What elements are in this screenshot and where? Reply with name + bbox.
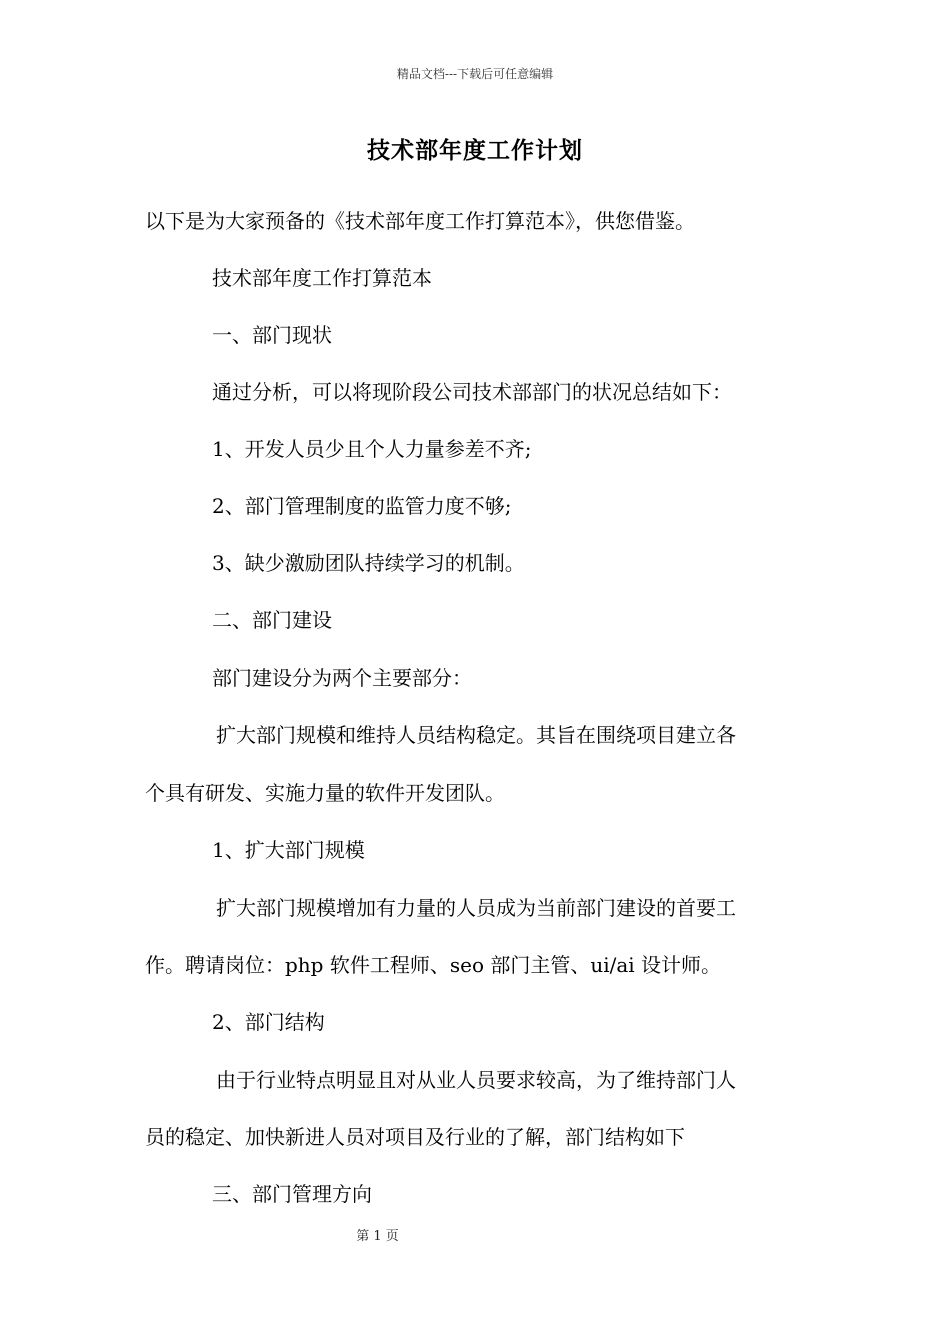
list-item: 3、缺少激励团队持续学习的机制。 xyxy=(212,551,525,575)
page-header: 精品文档---下载后可任意编辑 xyxy=(396,67,554,81)
subsection-heading: 1、扩大部门规模 xyxy=(212,838,365,862)
paragraph-line: 由于行业特点明显且对从业人员要求较高，为了维持部门人 xyxy=(216,1068,736,1092)
paragraph-line: 扩大部门规模增加有力量的人员成为当前部门建设的首要工 xyxy=(216,896,736,920)
paragraph-line: 通过分析，可以将现阶段公司技术部部门的状况总结如下： xyxy=(212,380,732,404)
paragraph-line: 作。聘请岗位：php 软件工程师、seo 部门主管、ui/ai 设计师。 xyxy=(145,953,722,977)
subsection-heading: 2、部门结构 xyxy=(212,1010,325,1034)
section-heading-3: 三、部门管理方向 xyxy=(212,1182,372,1206)
list-item: 2、部门管理制度的监管力度不够; xyxy=(212,494,512,518)
paragraph-line: 扩大部门规模和维持人员结构稳定。其旨在围绕项目建立各 xyxy=(216,723,736,747)
intro-paragraph: 以下是为大家预备的《技术部年度工作打算范本》，供您借鉴。 xyxy=(145,209,695,233)
page-number: 第 1 页 xyxy=(356,1229,399,1244)
list-item: 1、开发人员少且个人力量参差不齐; xyxy=(212,437,532,461)
paragraph-line: 个具有研发、实施力量的软件开发团队。 xyxy=(145,781,505,805)
section-heading-2: 二、部门建设 xyxy=(212,608,332,632)
subtitle-line: 技术部年度工作打算范本 xyxy=(212,266,432,290)
section-heading-1: 一、部门现状 xyxy=(212,323,332,347)
document-title: 技术部年度工作计划 xyxy=(367,137,583,164)
paragraph-line: 员的稳定、加快新进人员对项目及行业的了解，部门结构如下 xyxy=(145,1125,685,1149)
paragraph-line: 部门建设分为两个主要部分： xyxy=(212,666,472,690)
